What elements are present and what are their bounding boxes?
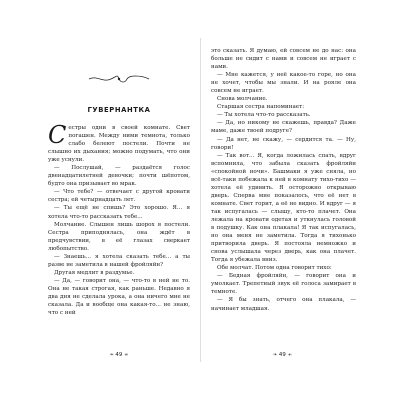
paragraph: — Да, но никому не скажешь, правда? Даже маме, даже твоей подруге? xyxy=(211,120,356,135)
paragraph: Снова молчание. xyxy=(217,96,268,103)
folio-ornament-icon: ☙ xyxy=(285,352,292,358)
drop-cap: С xyxy=(48,121,67,149)
paragraph: это сказать. Я думаю, ей совсем не до нас: она больше не сидит с нами и совсем не играет с нами. xyxy=(211,48,356,71)
paragraph: — Так вот... Я, когда ложилась спать, вдруг вспомнила, что забыла сказать фройляйн «спокойной ночи». Башмаки я уже сняла, но всё-таки побежала к ней в комнату тихо-тихо — хотела её удивить. Я осторожно открываю дверь. Сперва мне показалось, что её нет в комнате. Свет горит, а её не видно. И вдруг — я так испугалась — слышу, кто-то плачет. Она лежала на кровати одетая и уткнулась головой в подушку. Как она плакала! Я так испугалась, но она меня не заметила. Тогда я тихонько притворила дверь. Я постояла немножко и снова услышала через дверь, как она плачет. Тогда я убежала вниз. xyxy=(211,152,356,264)
paragraph: — Что тебе? — отвечает с другой кровати сестра; ей четырнадцать лет. xyxy=(48,189,190,204)
right-page xyxy=(201,38,364,362)
right-page-text xyxy=(211,38,356,313)
paragraph: — Я бы знать, отчего она плакала, — начинает младшая. xyxy=(211,297,356,312)
paragraph: Молчание. Слышен лишь шорох в постели. Сестра приподнялась, она ждёт в предчувствии, в её глазах сверкает любопытство. xyxy=(48,221,190,252)
paragraph: — Да нет, не скажу, — сердится та. — Ну, говори! xyxy=(211,136,356,151)
paragraph: — Ты ещё не спишь? Это хорошо. Я... я хотела что-то рассказать тебе... xyxy=(48,205,190,220)
page-number-right: ❧ 49 ☙ xyxy=(273,352,292,358)
page-number-left: ❧ 49 ☙ xyxy=(109,352,129,358)
paragraph: — Ты хотела что-то рассказать. xyxy=(217,112,311,119)
paragraph: — Да, — говорит она, — что-то в ней не то. Она не такая строгая, как раньше. Недавно я два дня не сделала урока, а она ничего мне не сказала. Да и вообще она какая-то... не знаю, что с ней xyxy=(48,277,190,317)
chapter-title: ГУВЕРНАНТКА xyxy=(87,106,151,114)
paragraph: — Бедная фройляйн, — говорит она и умолкает. Трепетный звук её голоса замирает в темноте. xyxy=(211,273,356,296)
paragraph: — Знаешь... я хотела сказать тебе... а ты разве не заметила в нашей фройляйн? xyxy=(48,253,190,268)
paragraph: — Послушай, — раздаётся голос двенадцатилетней девочки; почти шёпотом, будто она призывает во мрак. xyxy=(48,165,190,188)
left-page xyxy=(38,38,201,362)
paragraph: Старшая сестра напоминает: xyxy=(217,104,305,111)
folio-ornament-icon: ❧ xyxy=(109,352,116,358)
left-page-text xyxy=(48,121,190,317)
book-spread xyxy=(38,38,364,362)
folio-ornament-icon: ❧ xyxy=(273,352,279,358)
folio-ornament-icon: ☙ xyxy=(122,352,129,358)
paragraph: — Мне кажется, у неё какое-то горе, но она не хочет, чтобы мы знали. И на рояле она совсем не играет. xyxy=(211,72,356,95)
paragraph: Обе молчат. Потом одна говорит тихо: xyxy=(217,265,332,272)
ornament-flourish-icon xyxy=(87,74,151,84)
first-paragraph-text: естры одни в своей комнате. Свет погашен. Между ними темнота, только слабо белеют постели. Почти не слышно их дыхания; можно подумать, что они уже уснули. xyxy=(48,125,190,164)
first-paragraph xyxy=(48,121,190,164)
paragraph: Другая медлит в раздумье. xyxy=(54,269,135,276)
